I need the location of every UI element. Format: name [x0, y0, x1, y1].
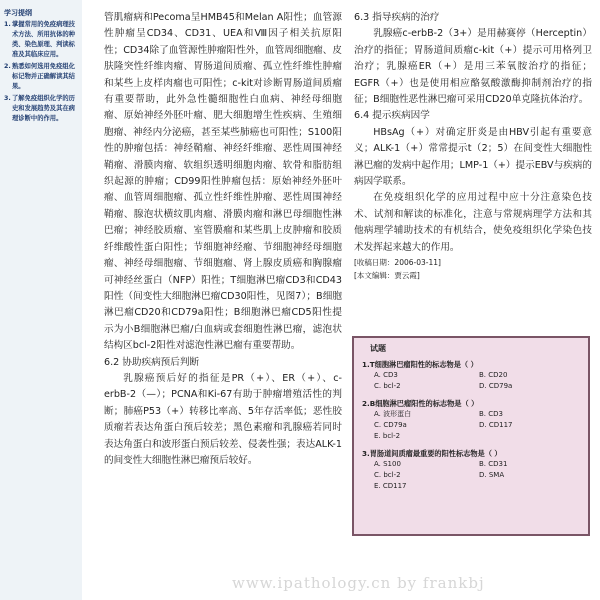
editor-credit: [本文编辑：贾云霞]	[354, 271, 420, 281]
study-outline-item-num: 1.	[4, 21, 11, 28]
quiz-question	[362, 398, 580, 442]
quiz-option[interactable]: A. S100	[374, 460, 401, 468]
quiz-question-stem: 1.T细胞淋巴瘤阳性的标志物是（ ）	[362, 360, 478, 369]
study-outline-title: 学习提纲	[4, 9, 32, 17]
left-column	[104, 10, 342, 469]
quiz-option[interactable]: B. CD20	[479, 371, 508, 379]
body-paragraph-conclusion: 在免疫组织化学的应用过程中应十分注意染色技术、试剂和解读的标准化，注意与常规病理学方法和其他病理学辅助技术的有机结合，使免疫组织化学染色技术发挥起来越大的作用。	[354, 192, 592, 253]
body-paragraph-treatment: 乳腺癌c-erbB-2（3+）是用赫赛停（Herceptin）治疗的指征；胃肠道间质瘤c-kit（+）提示可用格列卫治疗；乳腺癌ER（+）是用三苯氧胺治疗的指征；EGFR（+）也是使用相应酪氨酸激酶抑制剂治疗的指征；B细胞性恶性淋巴瘤可采用CD20单克隆抗体治疗。	[354, 28, 592, 106]
quiz-options	[362, 409, 580, 442]
quiz-title: 试题	[370, 344, 386, 353]
quiz-option[interactable]: A. CD3	[374, 371, 398, 379]
quiz-option[interactable]: C. bcl-2	[374, 382, 401, 390]
quiz-option[interactable]: C. CD79a	[374, 421, 407, 429]
body-paragraph-prognosis: 乳腺癌预后好的指征是PR（+）、ER（+）、c-erbB-2（—）；PCNA和Ki-67有助于肿瘤增殖活性的判断；肺癌P53（+）转移比率高、5年存活率低；恶性胶质瘤若表达角蛋白预后较差；黑色素瘤和乳腺癌若同时表达角蛋白和波形蛋白预后较差、侵袭性强；表达ALK-1的间变性大细胞性淋巴瘤预后较好。	[104, 372, 342, 466]
quiz-option[interactable]: B. CD3	[479, 410, 503, 418]
study-outline-item	[4, 94, 80, 124]
quiz-option[interactable]: D. SMA	[479, 471, 505, 479]
site-watermark: www.ipathology.cn by frankbj	[232, 574, 485, 592]
quiz-options	[362, 370, 580, 392]
quiz-option[interactable]: D. CD117	[479, 421, 513, 429]
study-outline-item-text: 掌握常用的免疫病理技术方法、所用抗体的种类、染色原理、判读标准及其临床应用。	[12, 21, 75, 58]
study-outline-item-text: 了解免疫组织化学的历史和发展趋势及其在病理诊断中的作用。	[12, 95, 75, 122]
quiz-question	[362, 359, 580, 392]
quiz-option[interactable]: C. bcl-2	[374, 471, 401, 479]
received-date: [收稿日期：2006-03-11]	[354, 258, 441, 268]
study-outline-item-num: 2.	[4, 63, 11, 70]
study-outline-item-num: 3.	[4, 95, 11, 102]
quiz-option[interactable]: B. CD31	[479, 460, 508, 468]
quiz-question-stem: 2.B细胞淋巴瘤阳性的标志物是（ ）	[362, 399, 479, 408]
section-heading-treatment: 6.3 指导疾病的治疗	[354, 12, 440, 23]
quiz-option[interactable]: E. CD117	[374, 482, 407, 490]
study-outline-sidebar	[0, 0, 82, 600]
quiz-question	[362, 448, 580, 492]
quiz-question-stem: 3.胃肠道间质瘤最重要的阳性标志物是（ ）	[362, 449, 502, 458]
quiz-box	[352, 336, 590, 536]
quiz-option[interactable]: D. CD79a	[479, 382, 513, 390]
quiz-option[interactable]: E. bcl-2	[374, 432, 401, 440]
study-outline-item	[4, 20, 80, 60]
section-heading-prognosis: 6.2 协助疾病预后判断	[104, 356, 200, 368]
study-outline-item-text: 熟悉如何选用免疫组化标记物并正确解读其结果。	[12, 63, 75, 90]
study-outline-item	[4, 62, 80, 92]
body-paragraph-markers: 管肌瘤病和Pecoma呈HMB45和Melan A阳性；血管源性肿瘤呈CD34、CD31、UEA和Ⅷ因子相关抗原阳性；CD34除了血管源性肿瘤阳性外，血管周细胞瘤、皮肤隆突性纤维肉瘤、胃肠道间质瘤、孤立性纤维性肿瘤和某些上皮样肉瘤也可阳性；c-kit对诊断胃肠道间质瘤有重要帮助，此外急性髓细胞性白血病、神经母细胞瘤、原始神经外胚叶瘤、肥大细胞增生性疾病、生殖细胞瘤、神经内分泌癌，甚至某些肺癌也可阳性；S100阳性的肿瘤包括：神经鞘瘤、神经纤维瘤、恶性周围神经鞘瘤、滑膜肉瘤、软组织透明细胞肉瘤、软骨和脂肪组织起源的肿瘤；CD99阳性肿瘤包括：原始神经外胚叶瘤、血管周细胞瘤、孤立性纤维性肿瘤、恶性周围神经鞘瘤、腺泡状横纹肌肉瘤、滑膜肉瘤和淋巴母细胞性淋巴瘤；神经胶质瘤、室管膜瘤和某些肌上皮肿瘤和胶质纤维酸性蛋白阳性；节细胞神经瘤、节细胞神经母细胞瘤、神经母细胞瘤、节细胞瘤、肾上腺皮质癌和胸腺瘤可神经丝蛋白（NFP）阳性；T细胞淋巴瘤CD3和CD43阳性（间变性大细胞淋巴瘤CD30阳性，见图7）；B细胞淋巴瘤CD20和CD79a阳性；B细胞淋巴瘤CD5阳性提示为小B细胞淋巴瘤/白血病或套细胞性淋巴瘤，滤泡状结构区bcl-2阳性对滤泡性淋巴瘤有重要帮助。	[104, 12, 342, 352]
body-paragraph-etiology: HBsAg（+）对确定肝炎是由HBV引起有重要意义；ALK-1（+）常常提示t（2；5）在间变性大细胞性淋巴瘤的发病中起作用；LMP-1（+）提示EBV与疾病的病因学联系。	[354, 126, 592, 188]
right-column	[354, 10, 592, 282]
quiz-options	[362, 459, 580, 492]
study-outline-list	[4, 20, 80, 126]
quiz-option[interactable]: A. 波形蛋白	[374, 410, 412, 418]
section-heading-etiology: 6.4 提示疾病因学	[354, 110, 430, 122]
